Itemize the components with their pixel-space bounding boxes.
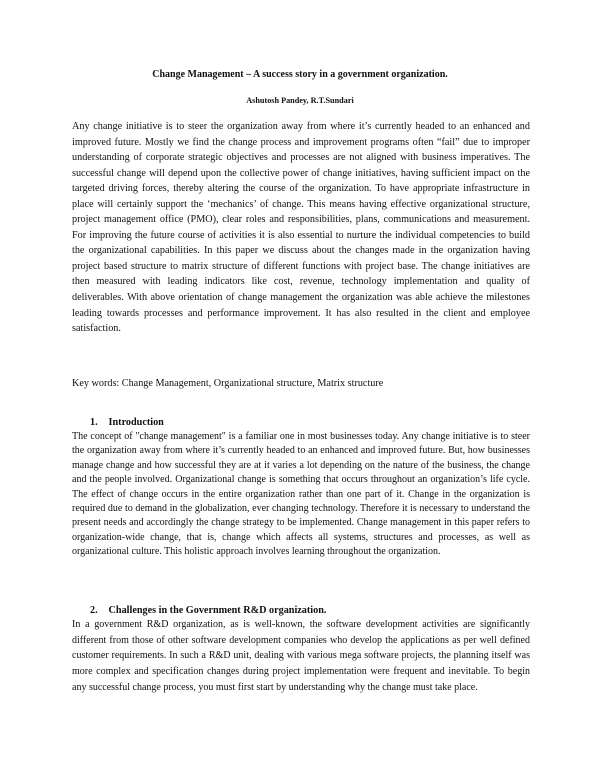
section-number: 2. [90,605,98,616]
paper-authors: Ashutosh Pandey, R.T.Sundari [246,96,354,105]
section-heading-introduction [90,416,164,429]
keywords-line: Key words: Change Management, Organizational structure, Matrix structure [72,378,384,389]
challenges-paragraph: In a government R&D organization, as is well-known, the software development activities are significantly different from those of other software development companies who develop the applications as per well defined customer requirements. In such a R&D unit, dealing with various mega software projects, the planning itself was more complex and specification changes during project implementation were frequent and inevitable. To begin any successful change process, you must first start by understanding why the change must take place. [72,619,530,693]
section-title: Introduction [108,417,164,428]
introduction-paragraph: The concept of "change management" is a familiar one in most businesses today. Any change initiative is to steer the organization away from where it’s currently headed to an enhanced and improved future. But, how businesses manage change and how successful they are at it varies a lot depending on the nature of the business, the change and the people involved. Organizational change is something that occurs throughout an organization’s life cycle. The effect of change occurs in the entire organization rather than one part of it. Change in the organization is required due to demand in the globalization, ever changing technology. Therefore it is necessary to understand the present needs and accordingly the change strategy to be implemented. Change management in this paper refers to organization-wide change, that is, change which affects all systems, structures and processes, as well as organizational culture. This holistic approach involves learning throughout the organization. [72,431,530,558]
section-heading-challenges [90,604,326,617]
abstract-paragraph: Any change initiative is to steer the organization away from where it’s currently headed to an enhanced and improved future. Mostly we find the change process and improvement programs often “fail” due to improper understanding of corporate strategic objectives and processes are not aligned with business imperatives. The successful change will depend upon the collective power of change initiatives, having sufficient impact on the targeted driving forces, thereby altering the course of the organization. To have appropriate infrastructure in place will certainly support the ‘mechanics’ of change. This means having effective organizational structure, project management office (PMO), clear roles and responsibilities, plans, communications and measurement. For improving the future course of activities it is also essential to nurture the individual competencies to build the organizational capabilities. In this paper we discuss about the changes made in the organization having project based structure to matrix structure of different functions with project base. The change initiatives are then measured with leading indicators like cost, revenue, technology implementation and quality of deliverables. With above orientation of change management the organization was able achieve the milestones leading towards processes and performance improvement. It has also resulted in the client and employee satisfaction. [72,121,530,335]
section-number: 1. [90,417,98,428]
paper-title: Change Management – A success story in a government organization. [152,69,448,80]
section-title: Challenges in the Government R&D organization. [108,605,327,616]
